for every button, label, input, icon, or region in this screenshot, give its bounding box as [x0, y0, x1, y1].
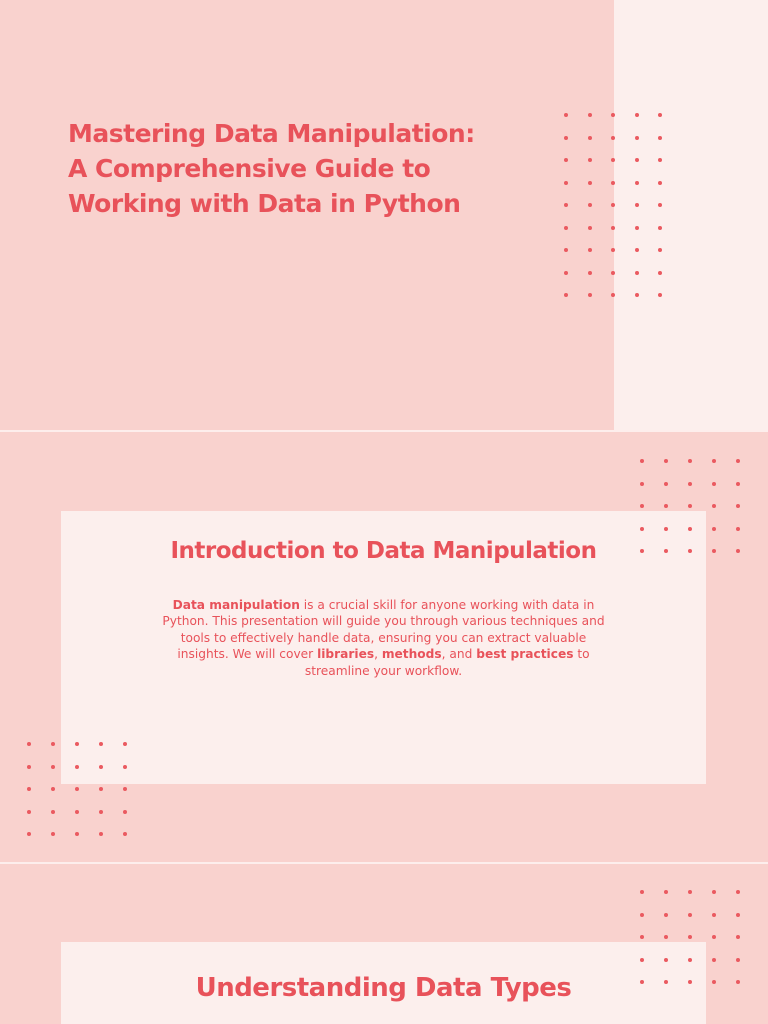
dot: [123, 832, 127, 836]
dot: [27, 832, 31, 836]
dot-grid-decoration: [564, 113, 662, 297]
dot: [712, 958, 716, 962]
dot: [564, 203, 568, 207]
dot: [27, 742, 31, 746]
dot: [27, 787, 31, 791]
dot: [635, 248, 639, 252]
dot: [658, 271, 662, 275]
dot: [688, 459, 692, 463]
dot: [99, 832, 103, 836]
dot: [51, 787, 55, 791]
dot: [736, 459, 740, 463]
dot: [712, 935, 716, 939]
dot: [99, 765, 103, 769]
dot: [736, 482, 740, 486]
dot: [640, 549, 644, 553]
dot: [611, 136, 615, 140]
dot-grid-decoration: [640, 890, 740, 984]
dot: [611, 181, 615, 185]
intro-heading: Introduction to Data Manipulation: [170, 538, 597, 564]
dot: [588, 248, 592, 252]
dot: [564, 293, 568, 297]
dot: [51, 832, 55, 836]
dot: [588, 226, 592, 230]
dot: [635, 226, 639, 230]
dot: [51, 742, 55, 746]
dot: [564, 113, 568, 117]
dot: [640, 482, 644, 486]
dot-grid-decoration: [640, 459, 740, 553]
dot: [75, 742, 79, 746]
dot: [658, 248, 662, 252]
dot: [736, 527, 740, 531]
dot-grid-decoration: [27, 742, 127, 836]
dot: [588, 293, 592, 297]
dot: [635, 181, 639, 185]
dot: [588, 181, 592, 185]
dot: [688, 549, 692, 553]
dot: [611, 203, 615, 207]
dot: [712, 527, 716, 531]
dot: [664, 459, 668, 463]
dot: [611, 293, 615, 297]
dot: [51, 810, 55, 814]
dot: [712, 980, 716, 984]
dot: [564, 226, 568, 230]
dot: [658, 226, 662, 230]
data-types-heading: Understanding Data Types: [195, 973, 572, 1003]
dot: [640, 527, 644, 531]
dot: [688, 504, 692, 508]
intro-paragraph: [156, 597, 611, 679]
dot: [611, 271, 615, 275]
title-line-2: A Comprehensive Guide to: [68, 154, 431, 183]
dot: [588, 158, 592, 162]
dot: [688, 935, 692, 939]
dot: [635, 136, 639, 140]
dot: [688, 482, 692, 486]
dot: [688, 527, 692, 531]
dot: [635, 158, 639, 162]
dot: [611, 113, 615, 117]
emphasis-best-practices: best practices: [476, 647, 574, 662]
dot: [712, 549, 716, 553]
dot: [123, 787, 127, 791]
intro-text-2: ,: [374, 647, 382, 662]
dot: [664, 980, 668, 984]
dot: [712, 459, 716, 463]
dot: [75, 832, 79, 836]
dot: [75, 787, 79, 791]
presentation-title: [68, 116, 588, 221]
dot: [51, 765, 55, 769]
dot: [564, 136, 568, 140]
dot: [736, 504, 740, 508]
dot: [640, 890, 644, 894]
dot: [635, 113, 639, 117]
dot: [27, 765, 31, 769]
data-types-card: [61, 942, 706, 1024]
dot: [640, 504, 644, 508]
dot: [658, 181, 662, 185]
dot: [99, 810, 103, 814]
dot: [640, 459, 644, 463]
dot: [712, 890, 716, 894]
intro-text-3: , and: [441, 647, 477, 662]
dot: [658, 293, 662, 297]
dot: [564, 248, 568, 252]
dot: [736, 980, 740, 984]
title-line-3: Working with Data in Python: [68, 189, 461, 218]
dot: [664, 935, 668, 939]
dot: [123, 765, 127, 769]
dot: [664, 482, 668, 486]
dot: [712, 504, 716, 508]
dot: [611, 248, 615, 252]
dot: [658, 158, 662, 162]
dot: [664, 549, 668, 553]
dot: [664, 527, 668, 531]
dot: [658, 113, 662, 117]
dot: [688, 913, 692, 917]
dot: [712, 482, 716, 486]
dot: [123, 742, 127, 746]
emphasis-methods: methods: [381, 647, 442, 662]
dot: [588, 203, 592, 207]
dot: [688, 958, 692, 962]
title-line-1: Mastering Data Manipulation:: [68, 119, 475, 148]
dot: [635, 271, 639, 275]
dot: [611, 226, 615, 230]
dot: [123, 810, 127, 814]
dot: [736, 935, 740, 939]
dot: [75, 765, 79, 769]
intro-text-4: to streamline your workflow.: [304, 647, 590, 678]
dot: [635, 203, 639, 207]
emphasis-libraries: libraries: [317, 647, 375, 662]
dot: [664, 958, 668, 962]
dot: [640, 958, 644, 962]
dot: [664, 504, 668, 508]
emphasis-data-manipulation: Data manipulation: [172, 598, 300, 612]
dot: [736, 958, 740, 962]
intro-text-1: is a crucial skill for anyone working with data in Python. This presentation will guide you through various techniques and tools to effectively handle data, ensuring you can extract valuable insights. We will cover: [162, 598, 605, 662]
dot: [658, 203, 662, 207]
dot: [736, 549, 740, 553]
dot: [564, 158, 568, 162]
dot: [99, 742, 103, 746]
dot: [75, 810, 79, 814]
dot: [588, 136, 592, 140]
dot: [564, 271, 568, 275]
dot: [564, 181, 568, 185]
dot: [27, 810, 31, 814]
dot: [588, 113, 592, 117]
dot: [664, 890, 668, 894]
dot: [611, 158, 615, 162]
dot: [736, 913, 740, 917]
dot: [99, 787, 103, 791]
dot: [635, 293, 639, 297]
dot: [712, 913, 716, 917]
dot: [736, 890, 740, 894]
dot: [688, 980, 692, 984]
dot: [640, 980, 644, 984]
dot: [658, 136, 662, 140]
dot: [688, 890, 692, 894]
intro-card: [61, 511, 706, 784]
dot: [588, 271, 592, 275]
dot: [664, 913, 668, 917]
dot: [640, 913, 644, 917]
dot: [640, 935, 644, 939]
